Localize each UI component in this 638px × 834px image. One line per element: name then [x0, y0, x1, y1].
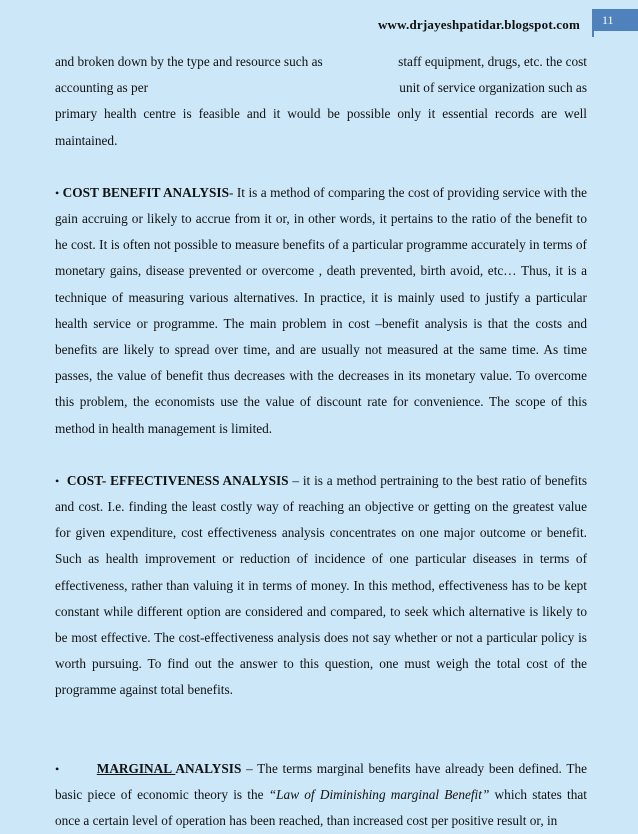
- marginal-quote: “Law of Diminishing marginal Benefit”: [268, 786, 490, 802]
- page-header: [0, 0, 638, 48]
- cost-benefit-paragraph: [55, 180, 587, 442]
- marginal-paragraph: [55, 756, 587, 834]
- intro-line-1-right: staff equipment, drugs, etc. the cost: [398, 54, 587, 69]
- bullet-icon: •: [55, 473, 60, 488]
- intro-paragraph: [55, 49, 587, 154]
- bullet-icon: •: [55, 761, 60, 776]
- cost-benefit-text: - It is a method of comparing the cost of providing service with the gain accruing or likely to accrue from it or, in other words, it pertains to the ratio of the benefit to he cost. It is often not possible to measure benefits of a particular programme accurately in terms of monetary gains, disease prevented or overcome , death prevented, birth avoid, etc… Thus, it is a technique of measuring various alternatives. In practice, it is mainly used to justify a particular health service or programme. The main problem in cost –benefit analysis is that the costs and benefits are likely to spread over time, and are usually not measured at the same time. As time passes, the value of benefit thus decreases with the decreases in its monetary value. To overcome this problem, the economists use the value of discount rate for convenience. The scope of this method in health management is limited.: [55, 184, 588, 436]
- cost-effectiveness-heading: COST- EFFECTIVENESS ANALYSIS: [66, 472, 293, 488]
- intro-line-2: [55, 75, 587, 101]
- cost-effectiveness-text: – it is a method pertraining to the best ratio of benefits and cost. I.e. finding the least costly way of reaching an objective or getting on the greatest value for given expenditure, cost effectiveness analysis concentrates on one major outcome or benefit. Such as health improvement or reduction of incidence of one particular diseases in terms of effectiveness, rather than valuing it in terms of money. In this method, effectiveness has to be kept constant while different option are considered and compared, to seek which alternative is likely to be most effective. The cost-effectiveness analysis does not say whether or not a particular policy is worth pursuing. To find out the answer to this question, one must weigh the total cost of the programme against total benefits.: [55, 472, 587, 698]
- intro-line-2-right: unit of service organization such as: [399, 80, 587, 96]
- document-body: [55, 49, 587, 834]
- intro-line-1-left: and broken down by the type and resource such as: [55, 54, 323, 69]
- marginal-text-1: – The terms marginal benefits have already been defined. The basic piece of economic theory is the: [55, 760, 587, 802]
- cost-effectiveness-paragraph: [55, 468, 587, 704]
- page-number: 11: [594, 9, 638, 31]
- bullet-icon: •: [55, 185, 60, 200]
- intro-rest: primary health centre is feasible and it would be possible only it essential records are well maintained.: [55, 106, 587, 148]
- intro-line-2-left: accounting as per: [55, 80, 149, 96]
- marginal-heading-2: ANALYSIS: [175, 760, 242, 776]
- marginal-heading: MARGINAL: [96, 760, 176, 776]
- intro-line-1: [55, 49, 587, 75]
- site-url: www.drjayeshpatidar.blogspot.com: [377, 17, 580, 32]
- marginal-text-2: which states that once a certain level of operation has been reached, than increased cost per positive result or, in: [55, 786, 587, 829]
- cost-benefit-heading: COST BENEFIT ANALYSIS: [62, 184, 229, 200]
